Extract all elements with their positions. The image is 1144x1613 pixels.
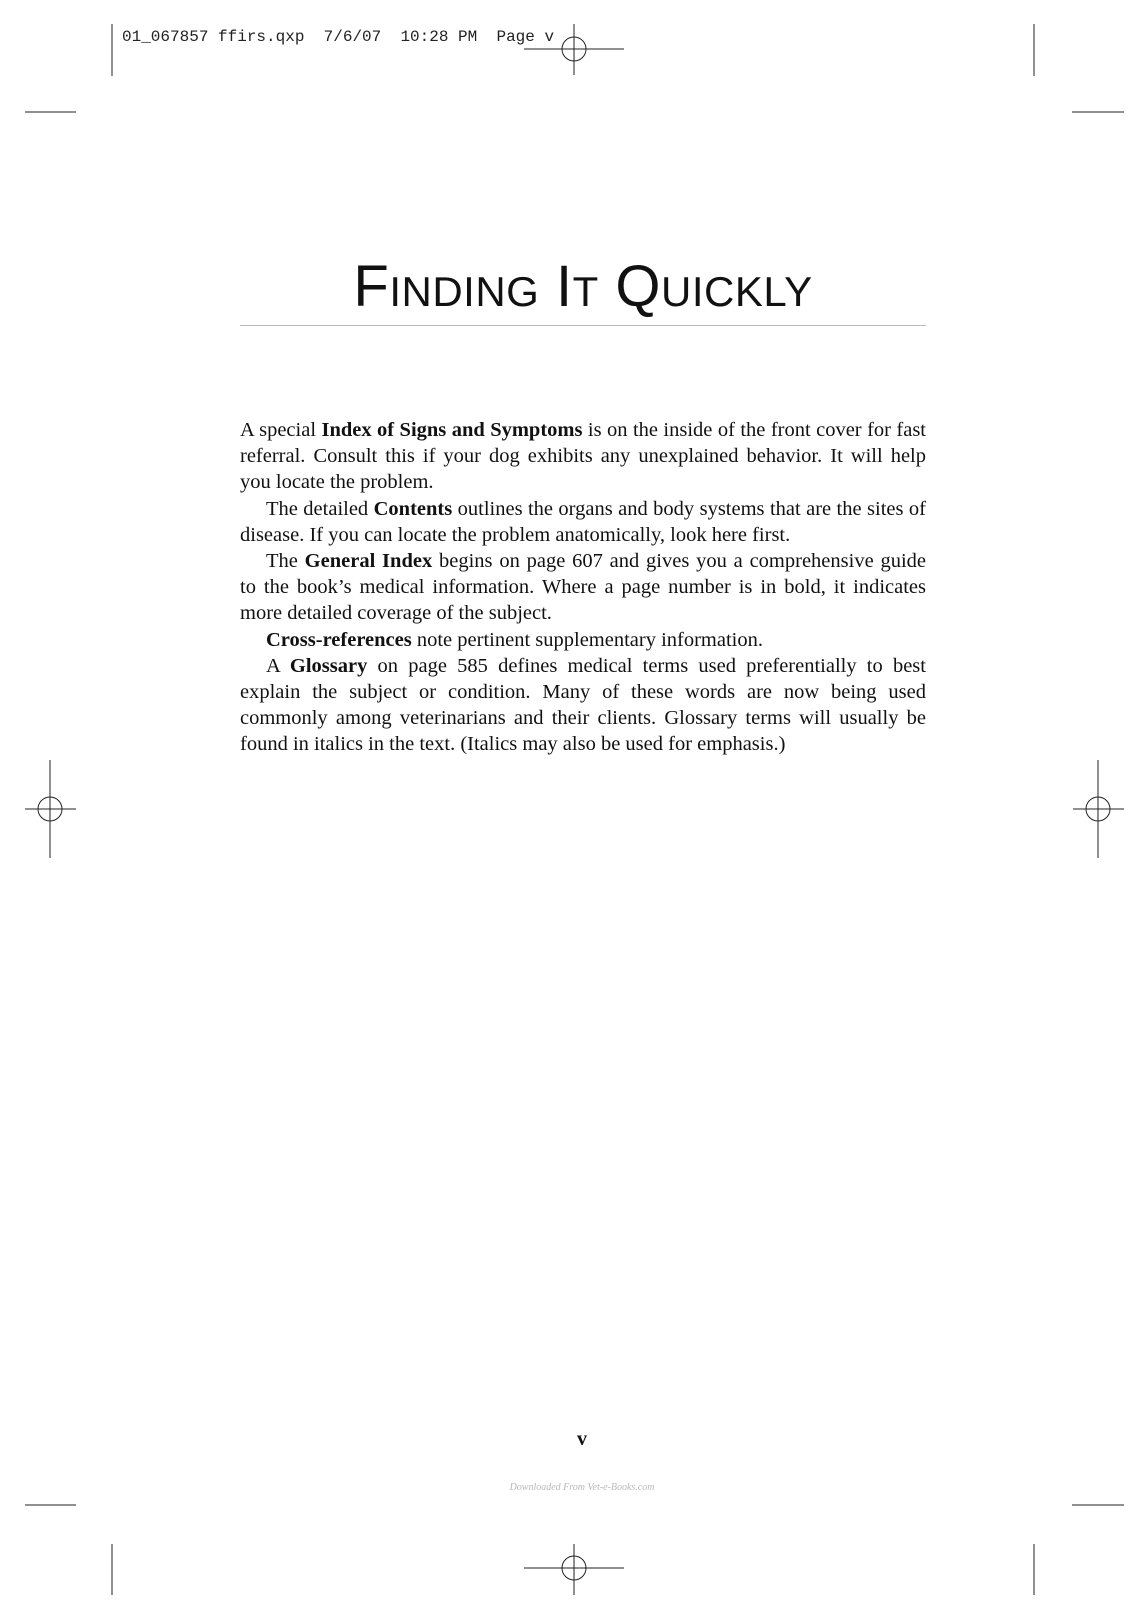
download-watermark: Downloaded From Vet-e-Books.com (509, 1482, 655, 1493)
printer-slug-line: 01_067857 ffirs.qxp 7/6/07 10:28 PM Page v (122, 28, 555, 46)
registration-mark-top (524, 24, 624, 75)
body-text (240, 417, 926, 758)
paragraph-index-of-signs: A special Index of Signs and Symptoms is on the inside of the front cover for fast referral. Consult this if your dog exhibits any unexplained behavior. It will help you locate the problem. (240, 419, 927, 494)
title-rule (240, 325, 926, 326)
page-title (240, 254, 926, 319)
title-word-1: FINDING (353, 254, 540, 319)
registration-mark-left (25, 760, 76, 858)
registration-mark-right (1073, 760, 1124, 858)
title-word-3: QUICKLY (615, 254, 813, 319)
paragraph-contents: The detailed Contents outlines the organs and body systems that are the sites of disease. If you can locate the problem anatomically, look here first. (240, 497, 926, 546)
paragraph-general-index: The General Index begins on page 607 and gives you a comprehensive guide to the book’s medical information. Where a page number is in bold, it indicates more detailed coverage of the subject. (240, 550, 927, 625)
registration-mark-bottom (524, 1544, 624, 1595)
paragraph-glossary: A Glossary on page 585 defines medical terms used preferentially to best explain the subject or condition. Many of these words are now being used commonly among veterinarians and their clients. Glossary terms will usually be found in italics in the text. (Italics may also be used for emphasis.) (240, 654, 926, 756)
page-number: v (577, 1428, 587, 1450)
paragraph-cross-references: Cross-references note pertinent supplementary information. (266, 628, 763, 651)
title-word-2: IT (555, 254, 599, 319)
